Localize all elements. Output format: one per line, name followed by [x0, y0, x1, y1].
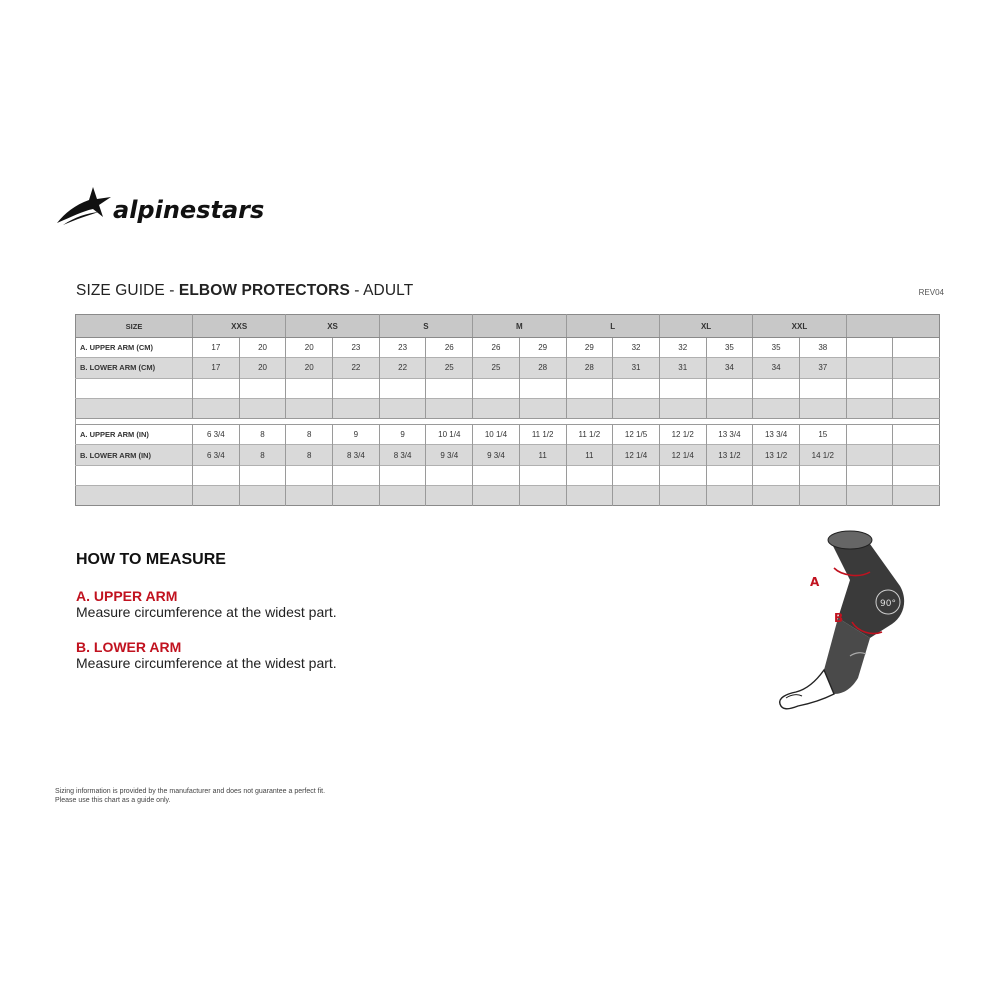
- table-cell: 38: [799, 338, 846, 358]
- page-title: [76, 282, 413, 299]
- table-cell: [893, 378, 940, 398]
- table-cell: [286, 465, 333, 485]
- table-cell: 37: [799, 358, 846, 378]
- table-cell: 8 3/4: [333, 445, 380, 465]
- brand-name: alpinestars: [113, 196, 265, 224]
- alpinestars-star-icon: [55, 183, 265, 229]
- table-cell: [753, 486, 800, 506]
- row-label: [76, 398, 193, 418]
- title-product: ELBOW PROTECTORS: [178, 282, 350, 299]
- table-row: [76, 358, 940, 378]
- table-cell: [799, 398, 846, 418]
- table-cell: 9 3/4: [473, 445, 520, 465]
- size-header-cell: XXS: [193, 315, 286, 338]
- table-cell: 14 1/2: [799, 445, 846, 465]
- table-cell: 32: [659, 338, 706, 358]
- table-cell: [519, 486, 566, 506]
- table-cell: [333, 486, 380, 506]
- table-cell: 13 1/2: [706, 445, 753, 465]
- upper-arm-instruction: Measure circumference at the widest part.: [76, 604, 337, 620]
- table-cell: 20: [239, 358, 286, 378]
- table-cell: 12 1/4: [613, 445, 660, 465]
- table-cell: 20: [239, 338, 286, 358]
- table-cell: 31: [659, 358, 706, 378]
- table-cell: [846, 378, 893, 398]
- table-row: [76, 378, 940, 398]
- table-cell: 29: [566, 338, 613, 358]
- size-table: [75, 314, 940, 506]
- table-cell: [659, 398, 706, 418]
- table-cell: 34: [706, 358, 753, 378]
- table-cell: 17: [193, 338, 240, 358]
- table-cell: [753, 398, 800, 418]
- table-cell: [379, 465, 426, 485]
- table-cell: 11: [566, 445, 613, 465]
- table-cell: [799, 486, 846, 506]
- table-cell: [893, 398, 940, 418]
- table-cell: 25: [426, 358, 473, 378]
- table-cell: [426, 486, 473, 506]
- table-cell: [799, 378, 846, 398]
- table-cell: 8: [239, 445, 286, 465]
- arm-measurement-diagram: [772, 528, 922, 728]
- table-cell: [799, 465, 846, 485]
- table-cell: 28: [566, 358, 613, 378]
- table-cell: 9 3/4: [426, 445, 473, 465]
- table-cell: [753, 378, 800, 398]
- row-label: [76, 465, 193, 485]
- table-cell: 35: [753, 338, 800, 358]
- size-header-cell: M: [473, 315, 566, 338]
- table-cell: [193, 465, 240, 485]
- title-row: [76, 282, 944, 302]
- table-cell: 22: [379, 358, 426, 378]
- table-cell: [426, 378, 473, 398]
- table-cell: [519, 378, 566, 398]
- table-cell: 32: [613, 338, 660, 358]
- table-cell: [846, 465, 893, 485]
- row-label: A. UPPER ARM (CM): [76, 338, 193, 358]
- table-row: [76, 465, 940, 485]
- table-cell: 23: [379, 338, 426, 358]
- table-cell: [659, 486, 706, 506]
- table-cell: [193, 486, 240, 506]
- table-cell: 17: [193, 358, 240, 378]
- title-prefix: SIZE GUIDE -: [76, 282, 179, 299]
- table-row: [76, 398, 940, 418]
- table-cell: 11: [519, 445, 566, 465]
- disclaimer-line-2: Please use this chart as a guide only.: [55, 797, 171, 804]
- table-cell: 29: [519, 338, 566, 358]
- table-cell: [846, 486, 893, 506]
- table-cell: [286, 378, 333, 398]
- table-cell: [566, 465, 613, 485]
- table-cell: 13 3/4: [706, 425, 753, 445]
- table-cell: 10 1/4: [426, 425, 473, 445]
- table-cell: [239, 465, 286, 485]
- table-cell: 10 1/4: [473, 425, 520, 445]
- table-cell: [846, 445, 893, 465]
- table-cell: [846, 358, 893, 378]
- table-cell: 26: [426, 338, 473, 358]
- alpinestars-logo: [55, 183, 265, 229]
- table-cell: 12 1/5: [613, 425, 660, 445]
- size-header-cell: XS: [286, 315, 379, 338]
- table-cell: [659, 465, 706, 485]
- table-cell: [379, 378, 426, 398]
- table-cell: 35: [706, 338, 753, 358]
- angle-label: 90°: [880, 599, 896, 609]
- size-header-label: SIZE: [76, 315, 193, 338]
- table-cell: [286, 398, 333, 418]
- table-cell: [706, 398, 753, 418]
- size-header-cell: XL: [659, 315, 752, 338]
- table-cell: [846, 338, 893, 358]
- table-cell: [239, 398, 286, 418]
- table-cell: [613, 398, 660, 418]
- table-cell: [426, 465, 473, 485]
- table-cell: [193, 378, 240, 398]
- revision-code: REV04: [918, 288, 944, 297]
- label-b: B: [834, 611, 844, 625]
- size-header-cell: S: [379, 315, 472, 338]
- table-cell: [893, 465, 940, 485]
- table-cell: 25: [473, 358, 520, 378]
- table-cell: 15: [799, 425, 846, 445]
- table-cell: 34: [753, 358, 800, 378]
- table-cell: [613, 486, 660, 506]
- table-cell: 26: [473, 338, 520, 358]
- table-row: [76, 445, 940, 465]
- table-cell: 28: [519, 358, 566, 378]
- row-label: B. LOWER ARM (IN): [76, 445, 193, 465]
- upper-arm-heading: A. UPPER ARM: [76, 588, 178, 604]
- table-cell: 13 1/2: [753, 445, 800, 465]
- title-suffix: - ADULT: [349, 282, 414, 299]
- table-cell: [519, 398, 566, 418]
- table-cell: [333, 465, 380, 485]
- table-cell: 8: [286, 445, 333, 465]
- size-header-cell: XXL: [753, 315, 846, 338]
- table-cell: [893, 425, 940, 445]
- table-cell: [893, 358, 940, 378]
- table-cell: 11 1/2: [519, 425, 566, 445]
- table-cell: 11 1/2: [566, 425, 613, 445]
- table-cell: [613, 378, 660, 398]
- row-label: B. LOWER ARM (CM): [76, 358, 193, 378]
- table-cell: [706, 465, 753, 485]
- table-cell: [519, 465, 566, 485]
- disclaimer-line-1: Sizing information is provided by the manufacturer and does not guarantee a perfect fit.: [55, 788, 326, 795]
- table-cell: 12 1/4: [659, 445, 706, 465]
- table-cell: [893, 338, 940, 358]
- table-cell: [193, 398, 240, 418]
- table-cell: [286, 486, 333, 506]
- table-cell: 8: [286, 425, 333, 445]
- table-cell: [473, 398, 520, 418]
- table-cell: [473, 465, 520, 485]
- table-cell: [473, 378, 520, 398]
- table-cell: [239, 378, 286, 398]
- table-cell: [893, 445, 940, 465]
- lower-arm-instruction: Measure circumference at the widest part.: [76, 655, 337, 671]
- table-cell: [613, 465, 660, 485]
- row-label: [76, 486, 193, 506]
- table-cell: [379, 486, 426, 506]
- table-cell: [706, 378, 753, 398]
- table-cell: 9: [333, 425, 380, 445]
- table-cell: [473, 486, 520, 506]
- table-cell: 6 3/4: [193, 425, 240, 445]
- table-cell: 20: [286, 358, 333, 378]
- row-label: A. UPPER ARM (IN): [76, 425, 193, 445]
- table-cell: 23: [333, 338, 380, 358]
- table-cell: [566, 486, 613, 506]
- table-row: [76, 425, 940, 445]
- table-cell: 6 3/4: [193, 445, 240, 465]
- table-row: [76, 486, 940, 506]
- table-cell: [426, 398, 473, 418]
- table-cell: [846, 425, 893, 445]
- size-header-row: [76, 315, 940, 338]
- table-cell: 9: [379, 425, 426, 445]
- row-label: [76, 378, 193, 398]
- how-to-measure-heading: HOW TO MEASURE: [76, 551, 226, 568]
- table-cell: [893, 486, 940, 506]
- label-a: A: [810, 575, 820, 589]
- size-header-empty: [846, 315, 939, 338]
- size-header-cell: L: [566, 315, 659, 338]
- table-cell: 8: [239, 425, 286, 445]
- table-cell: 22: [333, 358, 380, 378]
- table-cell: [659, 378, 706, 398]
- table-cell: 20: [286, 338, 333, 358]
- lower-arm-heading: B. LOWER ARM: [76, 639, 182, 655]
- table-cell: 8 3/4: [379, 445, 426, 465]
- table-cell: [333, 378, 380, 398]
- table-cell: [753, 465, 800, 485]
- table-row: [76, 338, 940, 358]
- table-cell: 13 3/4: [753, 425, 800, 445]
- disclaimer: [55, 787, 325, 805]
- table-cell: [846, 398, 893, 418]
- table-cell: [566, 378, 613, 398]
- table-cell: [706, 486, 753, 506]
- table-cell: [239, 486, 286, 506]
- table-cell: 12 1/2: [659, 425, 706, 445]
- table-cell: [566, 398, 613, 418]
- table-cell: [379, 398, 426, 418]
- table-cell: 31: [613, 358, 660, 378]
- table-cell: [333, 398, 380, 418]
